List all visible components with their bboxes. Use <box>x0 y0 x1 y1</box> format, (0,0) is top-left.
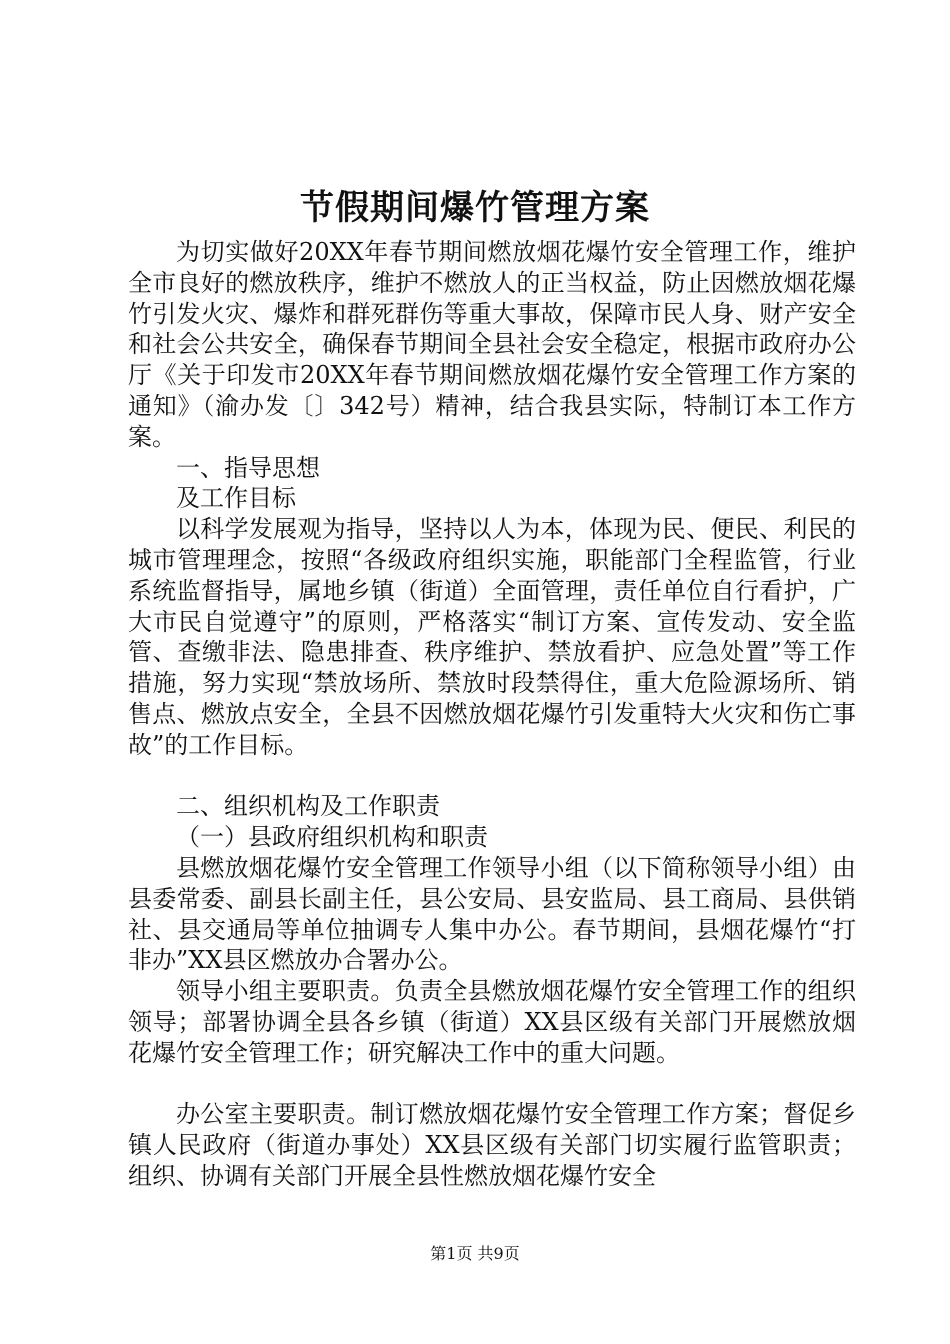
paragraph-group-duties: 领导小组主要职责。负责全县燃放烟花爆竹安全管理工作的组织领导；部署协调全县各乡镇（街道）XX县区级有关部门开展燃放烟花爆竹安全管理工作；研究解决工作中的重大问题。 <box>128 977 856 1067</box>
document-title: 节假期间爆竹管理方案 <box>300 188 650 228</box>
heading-guiding-thought: 一、指导思想 <box>176 453 320 482</box>
paragraph-intro: 为切实做好20XX年春节期间燃放烟花爆竹安全管理工作，维护全市良好的燃放秩序，维护不燃放人的正当权益，防止因燃放烟花爆竹引发火灾、爆炸和群死群伤等重大事故，保障市民人身、财产安全和社会公共安全，确保春节期间全县社会安全稳定，根据市政府办公厅《关于印发市20XX年春节期间燃放烟花爆竹安全管理工作方案的通知》（渝办发〔〕342号）精神，结合我县实际，特制订本工作方案。 <box>128 238 856 451</box>
paragraph-guidance: 以科学发展观为指导，坚持以人为本，体现为民、便民、利民的城市管理理念，按照“各级政府组织实施，职能部门全程监管，行业系统监督指导，属地乡镇（街道）全面管理，责任单位自行看护，广大市民自觉遵守”的原则，严格落实“制订方案、宣传发动、安全监管、查缴非法、隐患排查、秩序维护、禁放看护、应急处置”等工作措施，努力实现“禁放场所、禁放时段禁得住，重大危险源场所、销售点、燃放点安全，全县不因燃放烟花爆竹引发重特大火灾和伤亡事故”的工作目标。 <box>128 515 856 759</box>
heading-organization: 二、组织机构及工作职责 <box>176 792 440 821</box>
page-footer: 第1页 共9页 <box>430 1244 520 1263</box>
paragraph-leading-group: 县燃放烟花爆竹安全管理工作领导小组（以下简称领导小组）由县委常委、副县长副主任，县公安局、县安监局、县工商局、县供销社、县交通局等单位抽调专人集中办公。春节期间，县烟花爆竹“打非办”XX县区燃放办合署办公。 <box>128 853 856 975</box>
document-body <box>128 237 856 1192</box>
paragraph-office-duties: 办公室主要职责。制订燃放烟花爆竹安全管理工作方案；督促乡镇人民政府（街道办事处）XX县区级有关部门切实履行监管职责；组织、协调有关部门开展全县性燃放烟花爆竹安全 <box>128 1100 856 1190</box>
heading-work-goal: 及工作目标 <box>176 484 296 513</box>
subheading-county-government: （一）县政府组织机构和职责 <box>176 823 488 852</box>
